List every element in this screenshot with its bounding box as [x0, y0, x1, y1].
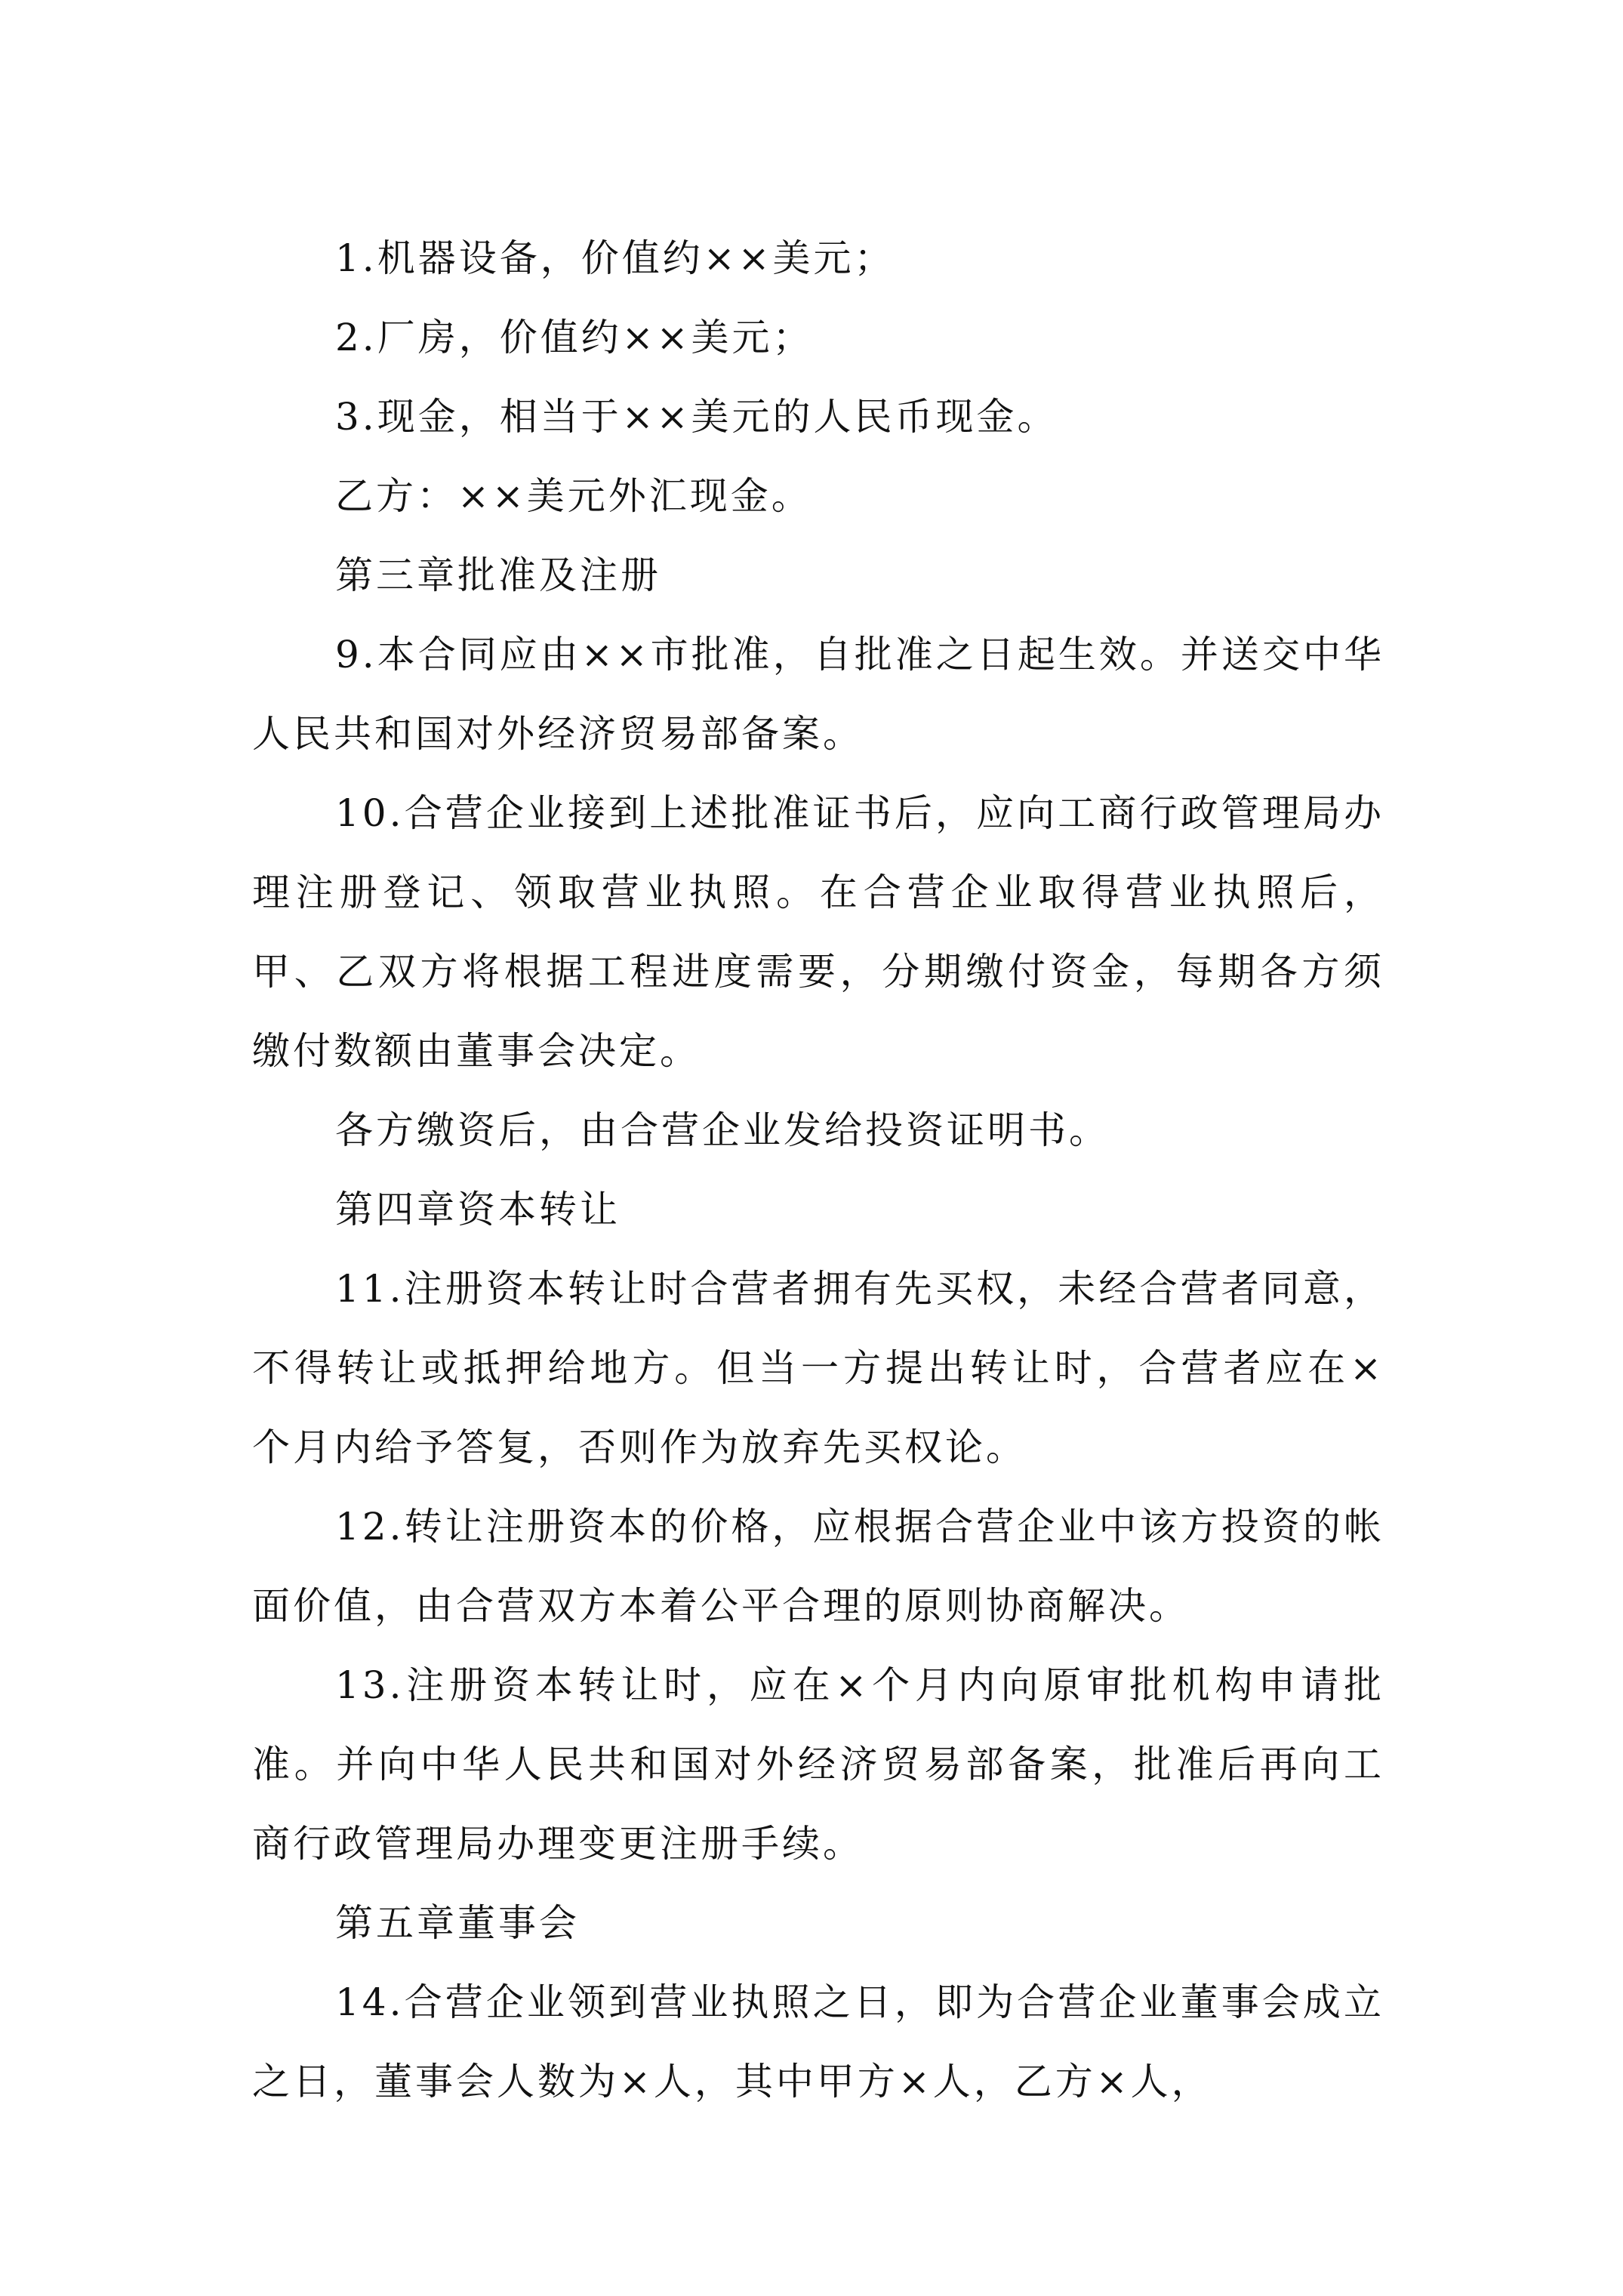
clause-11: 11.注册资本转让时合营者拥有先买权，未经合营者同意，不得转让或抵押给地方。但当一方提出转让时，合营者应在×个月内给予答复，否则作为放弃先买权论。 [252, 1267, 1384, 1469]
chapter-5-heading: 第五章董事会 [335, 1901, 580, 1945]
party-b-contribution: 乙方：××美元外汇现金。 [335, 474, 812, 518]
clause-10: 10.合营企业接到上述批准证书后，应向工商行政管理局办理注册登记、领取营业执照。在合营企业取得营业执照后，甲、乙双方将根据工程进度需要，分期缴付资金，每期各方须缴付数额由董事会决定。 [252, 791, 1384, 1073]
item-cash: 3.现金，相当于××美元的人民币现金。 [335, 395, 1058, 439]
clause-14: 14.合营企业领到营业执照之日，即为合营企业董事会成立之日，董事会人数为×人，其中甲方×人，乙方×人， [252, 1980, 1384, 2103]
clause-12: 12.转让注册资本的价格，应根据合营企业中该方投资的帐面价值，由合营双方本着公平合理的原则协商解决。 [252, 1505, 1384, 1628]
clause-13: 13.注册资本转让时，应在×个月内向原审批机构申请批准。并向中华人民共和国对外经济贸易部备案，批准后再向工商行政管理局办理变更注册手续。 [252, 1663, 1384, 1866]
item-factory: 2.厂房，价值约××美元； [335, 316, 814, 359]
clause-10-note: 各方缴资后，由合营企业发给投资证明书。 [335, 1108, 1110, 1152]
chapter-3-heading: 第三章批准及注册 [335, 553, 661, 597]
item-machinery: 1.机器设备，价值约××美元； [335, 236, 895, 280]
clause-9: 9.本合同应由××市批准，自批准之日起生效。并送交中华人民共和国对外经济贸易部备案。 [252, 633, 1384, 756]
document-body [252, 219, 1384, 2122]
chapter-4-heading: 第四章资本转让 [335, 1188, 621, 1231]
